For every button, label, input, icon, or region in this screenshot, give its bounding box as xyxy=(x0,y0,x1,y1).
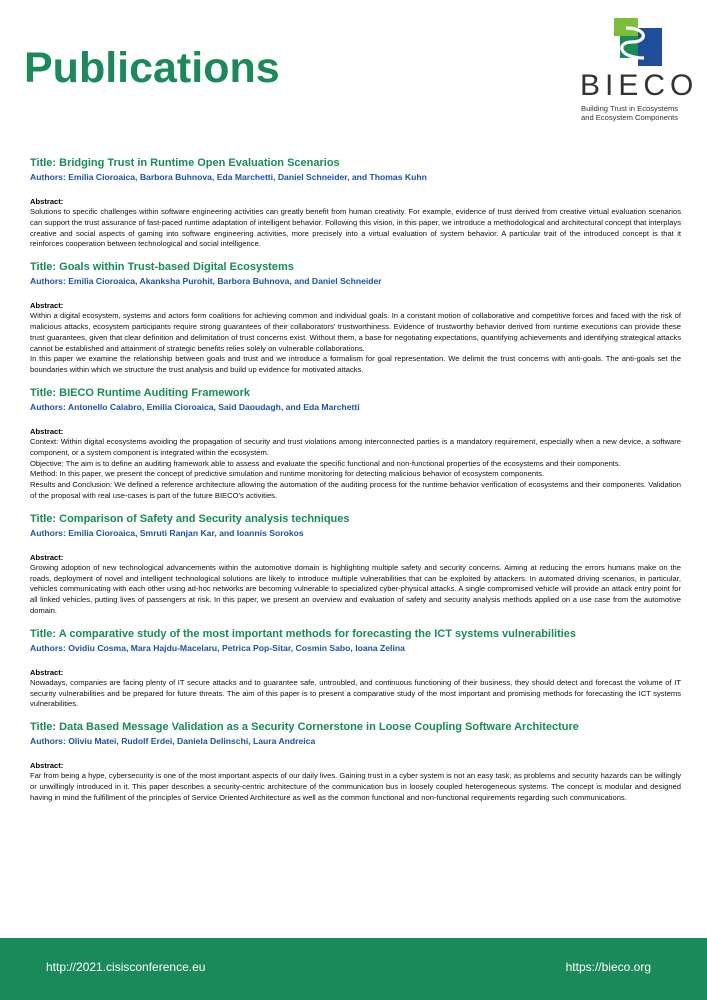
publication-title: Title: Data Based Message Validation as a Security Cornerstone in Loose Coupling Software Architecture xyxy=(30,721,579,734)
abstract-paragraph: Method: In this paper, we present the concept of predictive simulation and runtime monitoring for detecting malicious behavior of ecosystem components. xyxy=(30,469,545,479)
publication-title: Title: A comparative study of the most important methods for forecasting the ICT systems vulnerabilities xyxy=(30,627,577,640)
publication-authors: Authors: Ovidiu Cosma, Mara Hajdu-Macelaru, Petrica Pop-Sitar, Cosmin Sabo, Ioana Zelina xyxy=(30,642,405,653)
abstract-paragraph: Context: Within digital ecosystems avoiding the propagation of security and trust violations among interconnected parties is a mandatory requirement, especially when a new device, a software component, or a system component is integrated within the ecosystem. xyxy=(30,436,681,457)
publication-item xyxy=(30,513,681,617)
publication-title: Title: BIECO Runtime Auditing Framework xyxy=(30,386,251,399)
publication-authors: Authors: Emilia Cioroaica, Barbora Buhnova, Eda Marchetti, Daniel Schneider, and Thomas Kuhn xyxy=(30,172,427,182)
abstract-label: Abstract: xyxy=(30,426,64,436)
publication-title: Title: Bridging Trust in Runtime Open Evaluation Scenarios xyxy=(30,157,340,169)
abstract-paragraph: Growing adoption of new technological advancements within the automotive domain is highlighting multiple safety and security concerns. Aiming at reducing the errors humans make on the roads, deployment of novel and intelligent technological solutions are likely to introduce multiple vulnerabilities that can be exploited by attackers. In automated driving scenarios, in particular, vehicles communicating with each other using ad-hoc networks are becoming vulnerable to specialized cyber-physical attacks. A single compromised vehicle will provide an attack entry point for all linked vehicles, putting lives of passengers at risk. In this paper, we present an overview and evaluation of safety and security analysis methods applied on a use case from the automotive domain. xyxy=(30,562,681,615)
logo-tagline-line1: Building Trust in Ecosystems xyxy=(581,104,679,113)
abstract-paragraph: Within a digital ecosystem, systems and actors form coalitions for achieving common and individual goals. In a constant motion of collaborative and competitive forces and faced with the risk of malicious attacks, ecosystem participants require strong guarantees of their collaborators' trustworthiness. Evidence of trustworthy behavior derived from runtime executions can provide these trust guarantees, given that clear definition and delimitation of trust concerns exist. Without them, a base for negotiating expectations, quantifying achievements and identifying strategical attacks cannot be established and attainment of strategic benefits relies solely on vulnerable collaborations. xyxy=(30,311,681,353)
bieco-url-link[interactable]: https://bieco.org xyxy=(565,960,651,974)
page-title: Publications xyxy=(24,44,280,92)
abstract-label: Abstract: xyxy=(30,197,64,206)
abstract-label: Abstract: xyxy=(30,667,64,677)
logo-tagline-line2: and Ecosystem Components xyxy=(581,113,679,122)
publication-authors: Authors: Oliviu Matei, Rudolf Erdei, Daniela Delinschi, Laura Andreica xyxy=(30,736,316,747)
bieco-logo-mark xyxy=(614,18,662,66)
publication-item xyxy=(30,721,681,803)
abstract-paragraph: Far from being a hype, cybersecurity is one of the most important aspects of our daily lives. Gaining trust in a cyber system is not an easy task, as problems and security hazards can be willingly or unwillingly introduced in it. This paper describes a security-centric architecture of the communication bus in loosely coupled heterogeneous systems. The concept is modular and designed having in mind the fulfillment of the principles of Service Oriented Architecture as well as the common functional and non-functional requirements regarding such communications. xyxy=(30,771,681,802)
abstract-label: Abstract: xyxy=(30,301,64,311)
publication-item xyxy=(30,157,681,250)
publication-item xyxy=(30,261,681,376)
publication-list xyxy=(30,157,681,815)
publication-item xyxy=(30,628,681,710)
publication-title: Title: Comparison of Safety and Security analysis techniques xyxy=(30,512,350,525)
logo-wordmark: BIECO xyxy=(580,69,699,102)
conference-url-link[interactable]: http://2021.cisisconference.eu xyxy=(46,960,206,974)
publication-item xyxy=(30,387,681,502)
abstract-paragraph: Objective: The aim is to define an auditing framework able to assess and evaluate the specific functional and non-functional properties of the ecosystems and their components. xyxy=(30,458,621,468)
publication-authors: Authors: Emilia Cioroaica, Smruti Ranjan Kar, and Ioannis Sorokos xyxy=(30,527,304,538)
abstract-label: Abstract: xyxy=(30,552,64,562)
abstract-paragraph: Solutions to specific challenges within software engineering activities can greatly benefit from human creativity. For example, evidence of trust derived from creative virtual evaluation scenarios can support the trust assurance of fast-paced runtime adaptation of intelligent behavior. Following this vision, in this paper, we introduce a methodological and architectural concept that interplays creative and social aspects of gaming into software engineering activities, more precisely into a virtual evaluation of system behavior. A particular trait of the introduced concept is that it reinforces cooperation between technological and social intelligence. xyxy=(30,207,681,249)
logo-tagline xyxy=(581,104,707,122)
abstract-paragraph: In this paper we examine the relationship between goals and trust and we introduce a formalism for goal representation. We delimit the trust concerns with anti-goals. The anti-goals set the boundaries within which we structure the trust analysis and build up evidence for motivated attacks. xyxy=(30,354,681,375)
publication-authors: Authors: Emilia Cioroaica, Akanksha Purohit, Barbora Buhnova, and Daniel Schneider xyxy=(30,276,382,287)
abstract-paragraph: Results and Conclusion: We defined a reference architecture allowing the automation of the auditing process for the runtime behavior verification of ecosystems and their components. Validation of the proposal with real use-cases is part of the future BIECO's activities. xyxy=(30,480,681,500)
publication-authors: Authors: Antonello Calabro, Emilia Cioroaica, Said Daoudagh, and Eda Marchetti xyxy=(30,401,360,412)
abstract-paragraph: Nowadays, companies are facing plenty of IT secure attacks and to guarantee safe, untroubled, and continuous functioning of their business, they should detect and forecast the volume of IT security vulnerabilities and be prepared for future threats. The aim of this paper is to present a comparative study of the most important and promising methods for forecasting the ICT systems vulnerabilities. xyxy=(30,677,681,709)
abstract-label: Abstract: xyxy=(30,761,64,771)
publication-title: Title: Goals within Trust-based Digital Ecosystems xyxy=(30,261,294,274)
footer-bar xyxy=(0,938,707,1000)
